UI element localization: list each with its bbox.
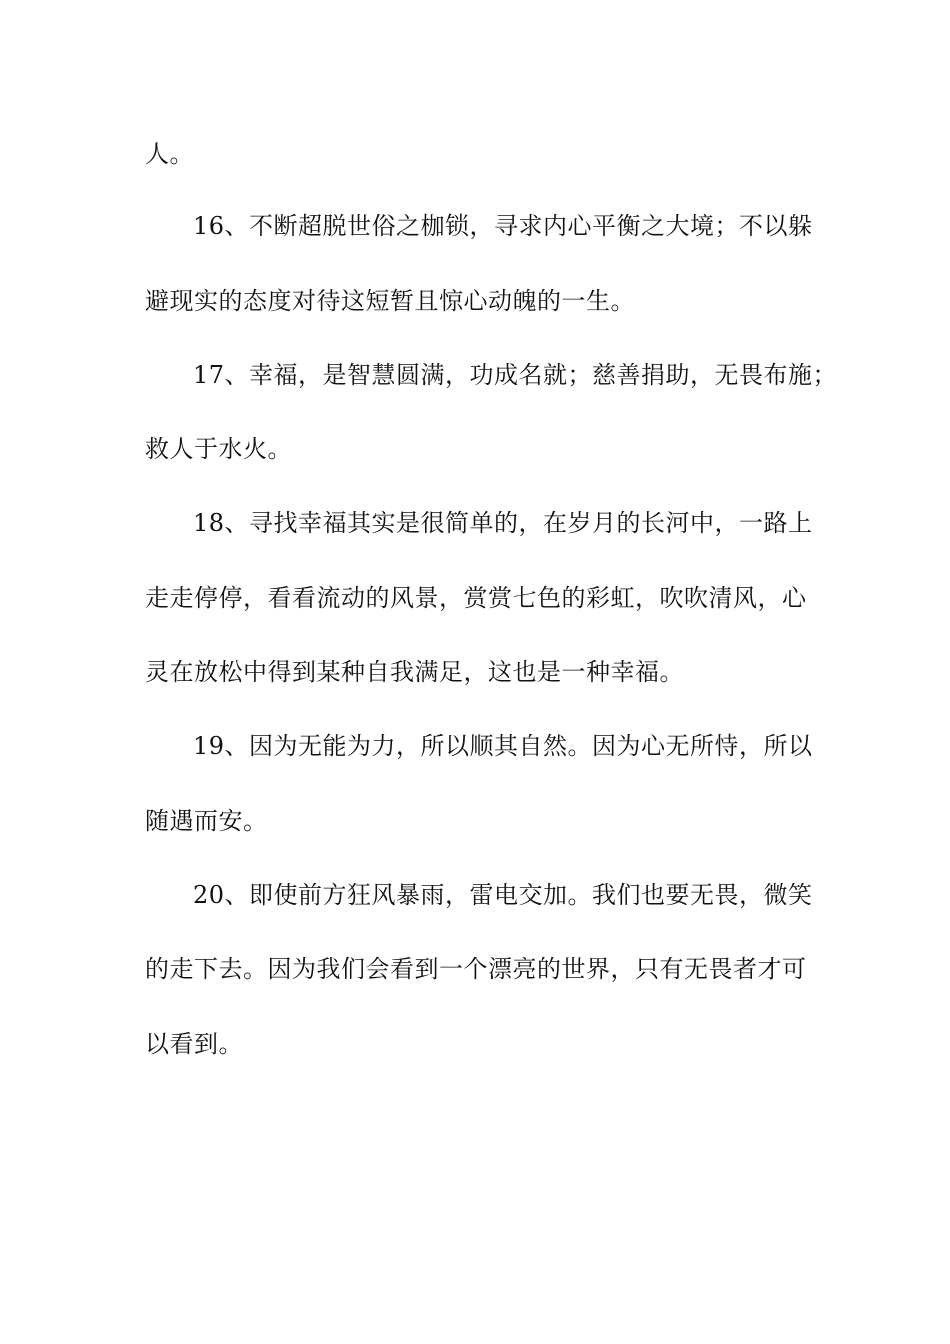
paragraph-19-line-1: 19、因为无能为力，所以顺其自然。因为心无所恃，所以 <box>193 732 813 760</box>
paragraph-20-line-2: 的走下去。因为我们会看到一个漂亮的世界，只有无畏者才可 <box>145 955 807 983</box>
paragraph-18-line-2: 走走停停，看看流动的风景，赏赏七色的彩虹，吹吹清风，心 <box>145 584 807 612</box>
paragraph-18-line-1: 18、寻找幸福其实是很简单的，在岁月的长河中，一路上 <box>193 509 813 537</box>
paragraph-17-line-1: 17、幸福，是智慧圆满，功成名就；慈善捐助，无畏布施； <box>193 361 838 389</box>
paragraph-20-line-1: 20、即使前方狂风暴雨，雷电交加。我们也要无畏，微笑 <box>193 881 813 909</box>
paragraph-18-line-3: 灵在放松中得到某种自我满足，这也是一种幸福。 <box>145 658 684 686</box>
paragraph-16-line-1: 16、不断超脱世俗之枷锁，寻求内心平衡之大境；不以躲 <box>193 212 813 240</box>
paragraph-20-line-3: 以看到。 <box>145 1030 243 1058</box>
paragraph-16-line-2: 避现实的态度对待这短暂且惊心动魄的一生。 <box>145 287 635 315</box>
paragraph-19-line-2: 随遇而安。 <box>145 807 268 835</box>
paragraph-17-line-2: 救人于水火。 <box>145 435 292 463</box>
text-line: 人。 <box>145 140 194 168</box>
